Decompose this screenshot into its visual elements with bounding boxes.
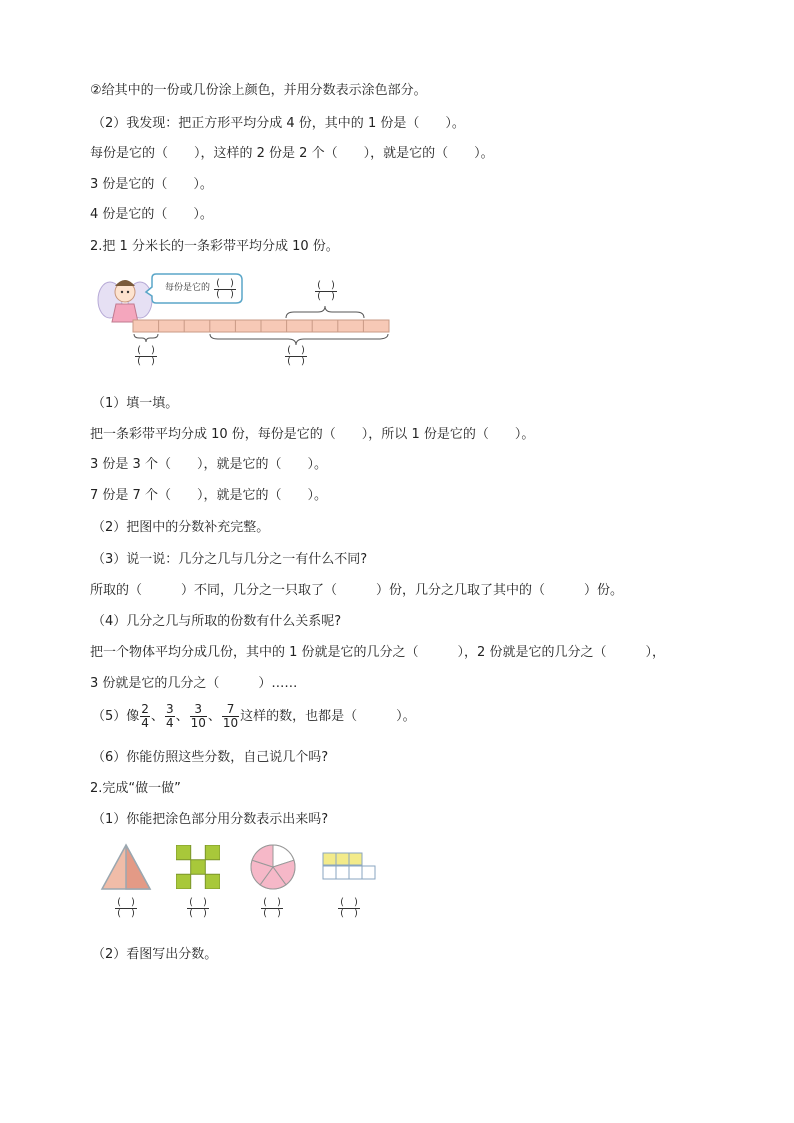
answer-fraction-bar: ( ) ( ) [338, 898, 360, 919]
bottom-brace-1 [134, 334, 158, 342]
left-blank-fraction: ( ) ( ) [135, 346, 157, 367]
checker-square-figure [176, 845, 220, 889]
right-blank-fraction: ( ) ( ) [285, 346, 307, 367]
text-line-18: （6）你能仿照这些分数，自己说几个吗? [92, 750, 329, 765]
text-line-19: 2.完成“做一做” [90, 781, 181, 796]
text-line-7: （1）填一填。 [92, 396, 179, 411]
fraction-3-4: $\frac{3}{4}$ [165, 702, 174, 730]
text-line-14: （4）几分之几与所取的份数有什么关系呢? [92, 614, 342, 629]
bar-figure [322, 852, 376, 882]
text-line-1: ②给其中的一份或几份涂上颜色，并用分数表示涂色部分。 [90, 83, 427, 98]
separator: 、 [175, 709, 189, 724]
bottom-brace-7 [210, 334, 388, 345]
fraction-7-10: $\frac{7}{10}$ [222, 702, 239, 730]
separator: 、 [207, 709, 221, 724]
line17-suffix: 这样的数，也都是（ ）。 [240, 709, 416, 724]
text-line-5: 4 份是它的（ ）。 [90, 207, 213, 222]
answer-fraction-square: ( ) ( ) [187, 898, 209, 919]
speech-blank-fraction: ( ) ( ) [214, 279, 236, 300]
text-line-13: 所取的（ ）不同，几分之一只取了（ ）份，几分之几取了其中的（ ）份。 [90, 583, 624, 598]
text-line-16: 3 份就是它的几分之（ ）…… [90, 676, 298, 691]
text-line-12: （3）说一说：几分之几与几分之一有什么不同? [92, 552, 368, 567]
text-line-6: 2.把 1 分米长的一条彩带平均分成 10 份。 [90, 239, 339, 254]
separator: 、 [150, 709, 164, 724]
line17-prefix: （5）像 [92, 709, 140, 724]
text-line-21: （2）看图写出分数。 [92, 947, 218, 962]
text-line-17 [92, 702, 416, 732]
text-line-11: （2）把图中的分数补充完整。 [92, 520, 270, 535]
fraction-2-4: $\frac{2}{4}$ [141, 702, 149, 730]
fraction-3-10: $\frac{3}{10}$ [190, 702, 206, 730]
circle-figure [249, 843, 297, 891]
triangle-figure [100, 843, 152, 891]
text-line-15: 把一个物体平均分成几份，其中的 1 份就是它的几分之（ ），2 份就是它的几分之（ ）， [90, 645, 665, 660]
text-line-10: 7 份是 7 个（ ），就是它的（ ）。 [90, 488, 327, 503]
text-line-2: （2）我发现：把正方形平均分成 4 份，其中的 1 份是（ ）。 [92, 116, 465, 131]
angel-icon [98, 280, 152, 322]
answer-fraction-circle: ( ) ( ) [261, 898, 283, 919]
text-line-20: （1）你能把涂色部分用分数表示出来吗? [92, 812, 329, 827]
speech-text: 每份是它的 [165, 283, 211, 293]
answer-fraction-triangle: ( ) ( ) [115, 898, 137, 919]
text-line-4: 3 份是它的（ ）。 [90, 177, 213, 192]
text-line-8: 把一条彩带平均分成 10 份，每份是它的（ ），所以 1 份是它的（ ）。 [90, 427, 535, 442]
top-brace [286, 306, 364, 318]
top-blank-fraction: ( ) ( ) [315, 281, 337, 302]
text-line-3: 每份是它的（ ），这样的 2 份是 2 个（ ），就是它的（ ）。 [90, 146, 494, 161]
text-line-9: 3 份是 3 个（ ），就是它的（ ）。 [90, 457, 327, 472]
